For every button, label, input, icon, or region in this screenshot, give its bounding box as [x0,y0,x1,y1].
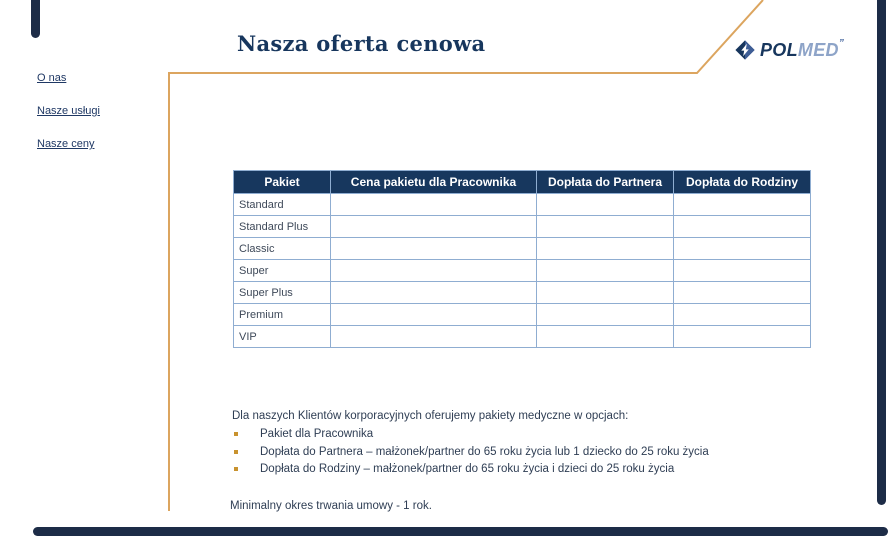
cell-partner-surcharge [537,282,674,304]
notes-intro: Dla naszych Klientów korporacyjnych oferujemy pakiety medyczne w opcjach: [232,410,629,422]
cell-package-name: Super [234,260,331,282]
cell-family-surcharge [674,216,811,238]
page-title: Nasza oferta cenowa [237,31,486,56]
cell-family-surcharge [674,260,811,282]
bullet-item [234,428,373,440]
cell-family-surcharge [674,326,811,348]
cell-package-name: Super Plus [234,282,331,304]
polmed-logo [735,38,844,61]
contract-duration-note: Minimalny okres trwania umowy - 1 rok. [230,500,432,512]
cell-package-name: Classic [234,238,331,260]
bullet-square-icon [234,432,238,436]
table-header-cena: Cena pakietu dla Pracownika [331,171,537,194]
polmed-diamond-icon [735,40,755,60]
cell-price [331,282,537,304]
frame-accent-right [877,0,886,505]
table-header-rodzina: Dopłata do Rodziny [674,171,811,194]
table-row [234,238,811,260]
nav-link-nasze-ceny[interactable]: Nasze ceny [37,138,95,150]
cell-price [331,194,537,216]
bullet-item [234,446,709,458]
cell-price [331,304,537,326]
table-header-row [234,171,811,194]
nav-link-o-nas[interactable]: O nas [37,72,67,84]
logo-text-med: MED [797,40,839,60]
table-header-partner: Dopłata do Partnera [537,171,674,194]
table-row [234,326,811,348]
cell-family-surcharge [674,304,811,326]
frame-accent-top-left [31,0,40,38]
cell-family-surcharge [674,194,811,216]
cell-partner-surcharge [537,326,674,348]
bullet-item [234,463,674,475]
cell-price [331,326,537,348]
cell-partner-surcharge [537,260,674,282]
table-row [234,194,811,216]
table-header-pakiet: Pakiet [234,171,331,194]
cell-package-name: Premium [234,304,331,326]
logo-trademark: ” [838,38,845,49]
pricing-table [233,170,811,348]
bullet-text: Dopłata do Rodziny – małżonek/partner do 65 roku życia i dzieci do 25 roku życia [260,463,675,475]
logo-text-pol: POL [760,40,798,60]
table-row [234,260,811,282]
cell-partner-surcharge [537,216,674,238]
bullet-text: Dopłata do Partnera – małżonek/partner do 65 roku życia lub 1 dziecko do 25 roku życia [260,446,709,458]
bullet-square-icon [234,467,238,471]
cell-price [331,216,537,238]
nav-link-nasze-uslugi[interactable]: Nasze usługi [37,105,100,117]
cell-family-surcharge [674,282,811,304]
cell-price [331,260,537,282]
cell-partner-surcharge [537,304,674,326]
table-row [234,282,811,304]
cell-price [331,238,537,260]
frame-accent-bottom [33,527,888,536]
bullet-text: Pakiet dla Pracownika [260,428,374,440]
cell-family-surcharge [674,238,811,260]
cell-package-name: VIP [234,326,331,348]
polmed-wordmark [760,38,844,61]
table-row [234,216,811,238]
cell-package-name: Standard Plus [234,216,331,238]
table-row [234,304,811,326]
bullet-square-icon [234,450,238,454]
cell-partner-surcharge [537,194,674,216]
cell-package-name: Standard [234,194,331,216]
cell-partner-surcharge [537,238,674,260]
